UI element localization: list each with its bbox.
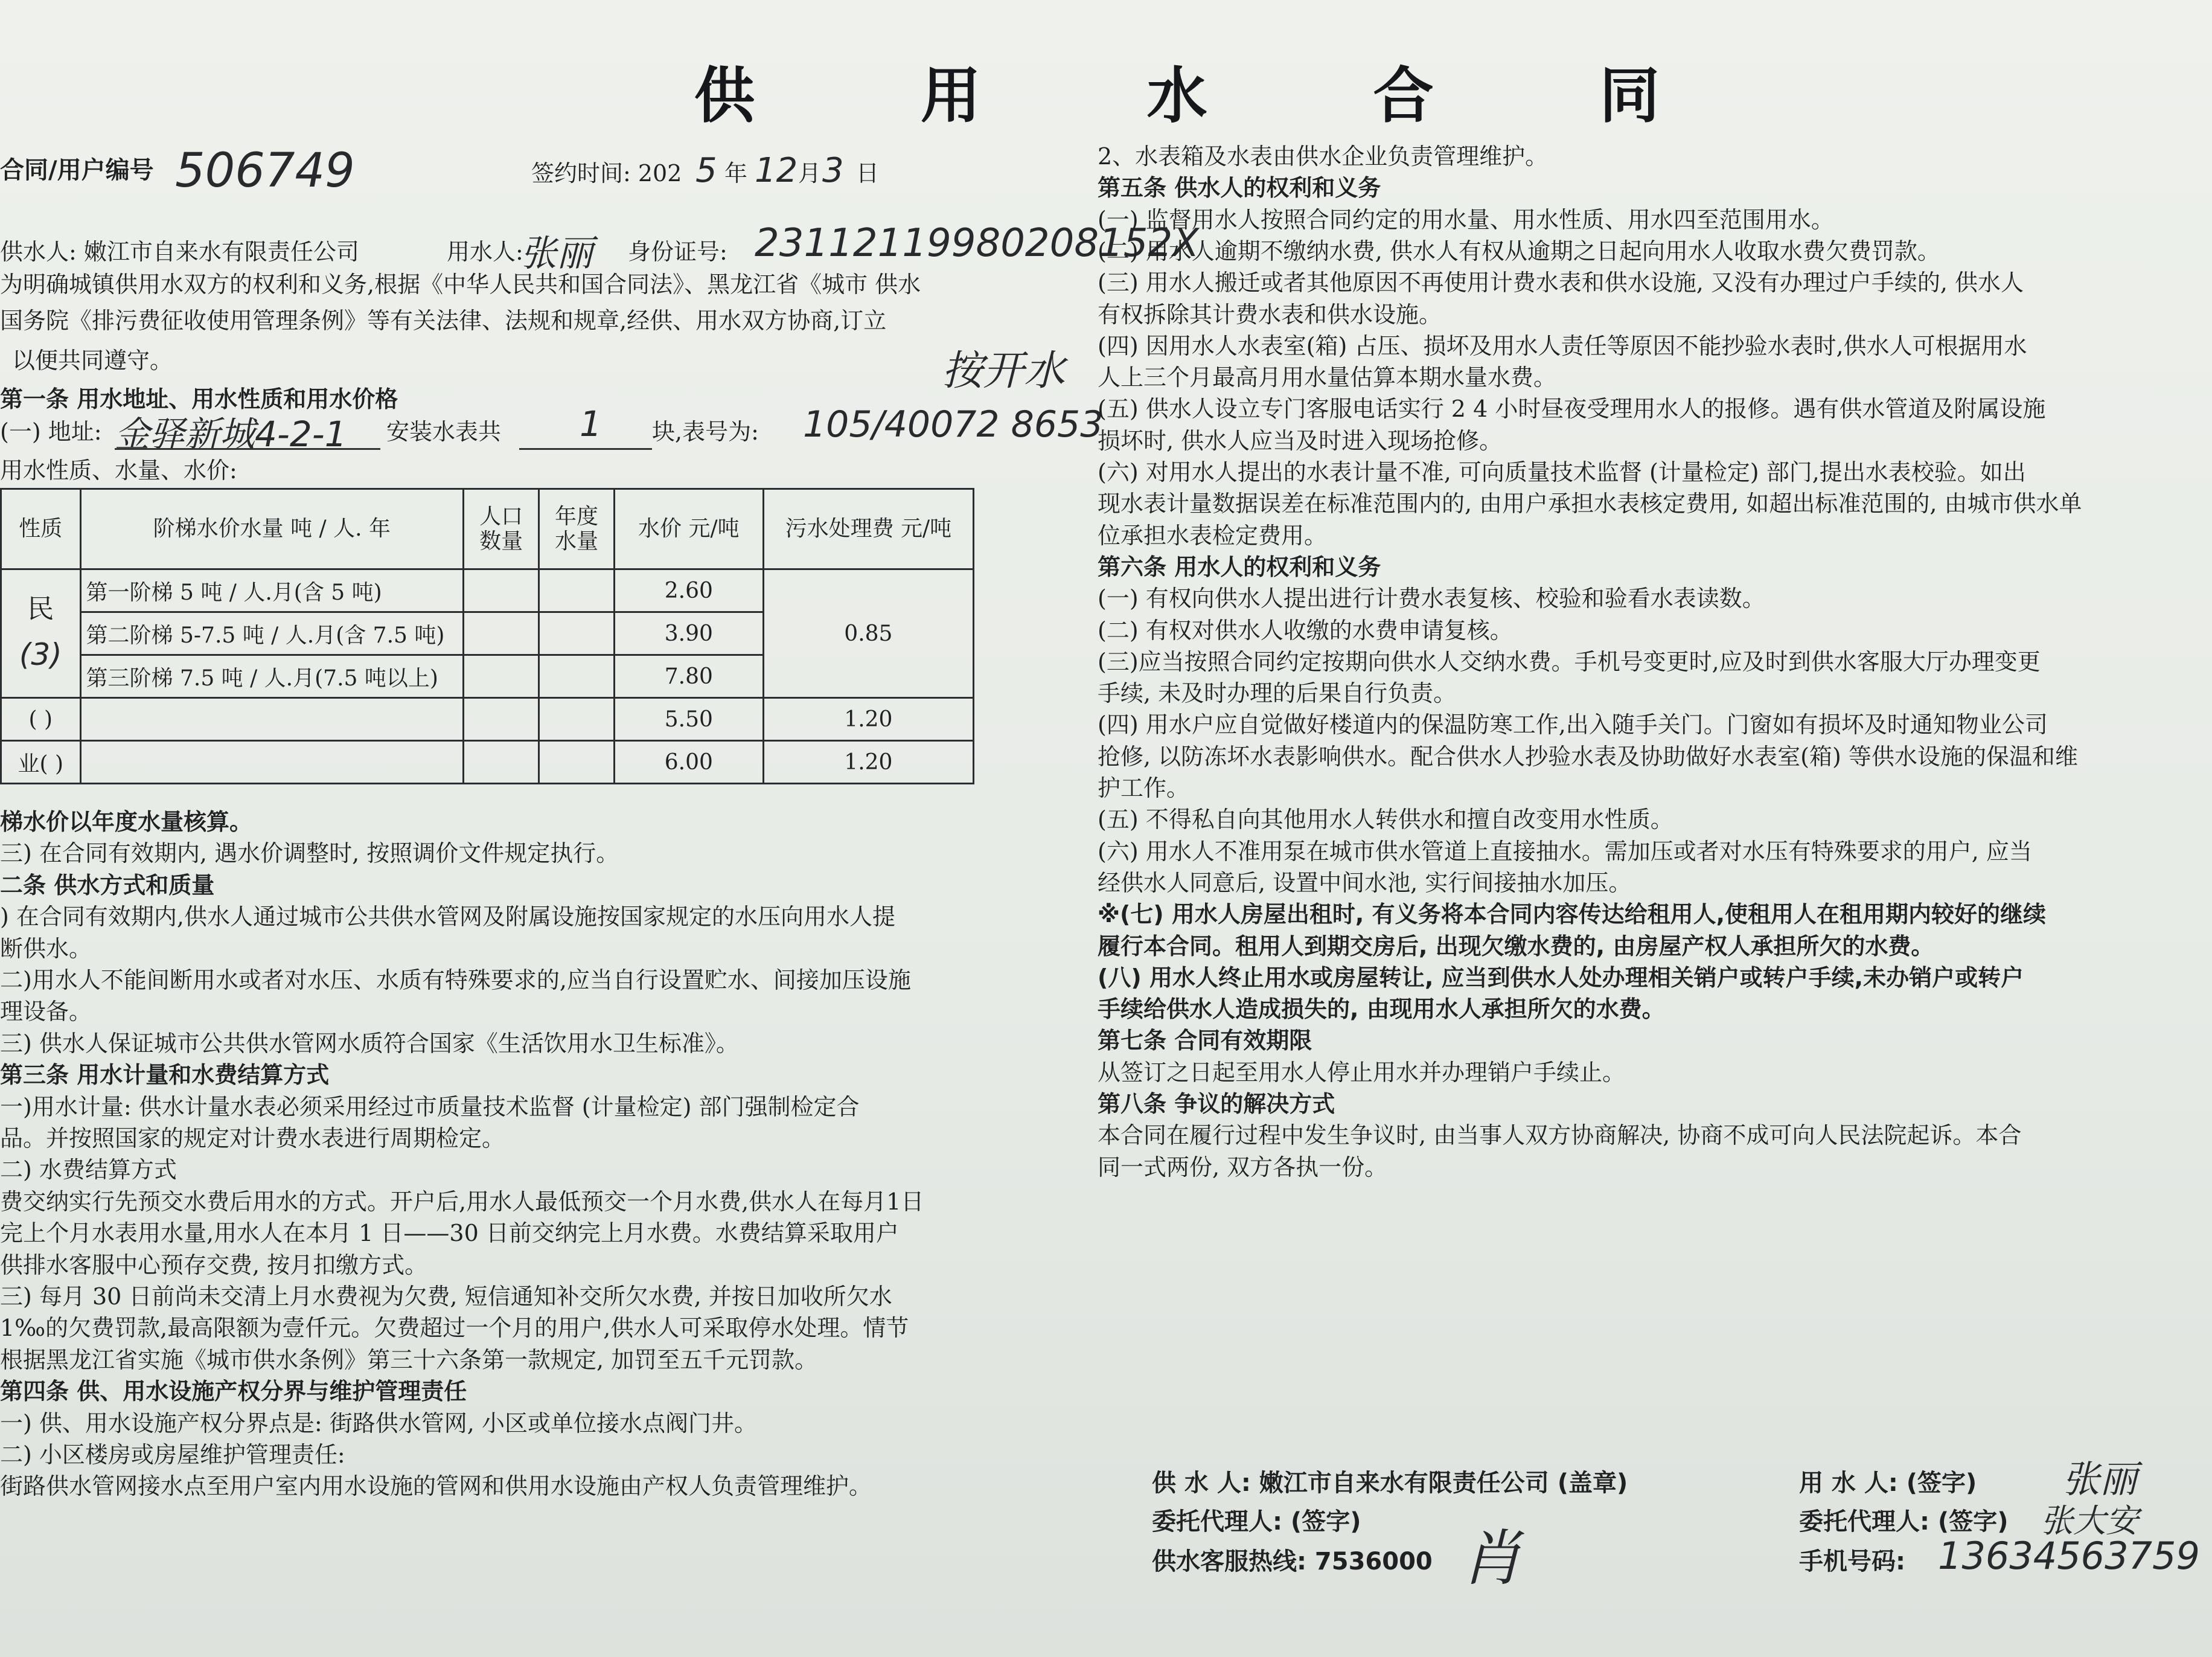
right-text-line: 手续给供水人造成损失的, 由现用水人承担所欠的水费。	[1098, 996, 1665, 1023]
table-cell-price: 5.50	[614, 698, 763, 741]
meter-count: 1	[580, 403, 602, 444]
left-text-line: 三) 在合同有效期内, 遇水价调整时, 按照调价文件规定执行。	[0, 840, 619, 867]
table-cell-sewage: 1.20	[763, 698, 973, 741]
table-cell-sewage: 0.85	[763, 569, 973, 698]
right-text-line: 经供水人同意后, 设置中间水池, 实行间接抽水加压。	[1098, 869, 1632, 896]
right-text-line: 本合同在履行过程中发生争议时, 由当事人双方协商解决, 协商不成可向人民法院起诉。本合	[1098, 1122, 2022, 1149]
left-text-line: 第三条 用水计量和水费结算方式	[0, 1062, 330, 1089]
right-text-line: (四) 用水户应自觉做好楼道内的保温防寒工作,出入随手关门。门窗如有损坏及时通知物业公司	[1098, 711, 2048, 739]
sig-user-agent: 张大安	[2041, 1502, 2138, 1540]
left-text-line: 完上个月水表用水量,用水人在本月 1 日——30 日前交纳完上月水费。水费结算采取用户	[0, 1220, 899, 1247]
right-text-line: 有权拆除其计费水表和供水设施。	[1098, 301, 1442, 328]
right-text-line: 第六条 用水人的权利和义务	[1098, 553, 1381, 580]
left-text-line: ) 在合同有效期内,供水人通过城市公共供水管网及附属设施按国家规定的水压向用水人提	[0, 903, 895, 931]
table-cell-type: 业( )	[1, 741, 81, 784]
table-cell-tier: 第一阶梯 5 吨 / 人.月(含 5 吨)	[80, 569, 464, 612]
table-header: 污水处理费 元/吨	[763, 489, 973, 569]
sign-month: 12	[755, 151, 798, 190]
right-text-line: 同一式两份, 双方各执一份。	[1098, 1153, 1388, 1181]
left-text-line: 第四条 供、用水设施产权分界与维护管理责任	[0, 1378, 467, 1405]
table-cell-price: 7.80	[614, 655, 763, 698]
left-text-line: 根据黑龙江省实施《城市供水条例》第三十六条第一款规定, 加罚至五千元罚款。	[0, 1346, 818, 1373]
handwritten-note: 按开水	[942, 347, 1066, 395]
sign-day: 3	[822, 151, 844, 190]
left-text-line: 品。并按照国家的规定对计费水表进行周期检定。	[0, 1125, 505, 1152]
right-text-line: 抢修, 以防冻坏水表影响供水。配合供水人抄验水表及协助做好水表室(箱) 等供水设施的保温和维	[1098, 743, 2078, 770]
left-text-line: 二) 水费结算方式	[0, 1156, 177, 1184]
right-text-line: 第八条 争议的解决方式	[1098, 1091, 1335, 1117]
left-text-line: 街路供水管网接水点至用户室内用水设施的管网和供用水设施由产权人负责管理维护。	[0, 1473, 872, 1500]
left-text-line: 1‰的欠费罚款,最高限额为壹仟元。欠费超过一个月的用户,供水人可采取停水处理。情节	[0, 1315, 909, 1342]
id-value: 23112119980208152X	[755, 221, 1200, 266]
left-text-line: 断供水。	[0, 935, 92, 962]
meter-no: 105/40072 8653	[803, 403, 1104, 446]
table-cell-tier: 第二阶梯 5-7.5 吨 / 人.月(含 7.5 吨)	[80, 612, 464, 655]
table-header: 人口数量	[464, 489, 539, 569]
right-text-line: (二) 用水人逾期不缴纳水费, 供水人有权从逾期之日起向用水人收取水费欠费罚款。	[1098, 237, 1940, 264]
left-text-line: 一)用水计量: 供水计量水表必须采用经过市质量技术监督 (计量检定) 部门强制检定合	[0, 1093, 860, 1120]
table-cell-type: ( )	[1, 698, 81, 741]
sig-user-agent-label: 委托代理人: (签字)	[1799, 1508, 2009, 1536]
right-column	[1087, 0, 2212, 1657]
left-text-line: 二)用水人不能间断用水或者对水压、水质有特殊要求的,应当自行设置贮水、间接加压设施	[0, 967, 911, 993]
right-text-line: (四) 因用水人水表室(箱) 占压、损坏及用水人责任等原因不能抄验水表时,供水人可根据用水	[1098, 332, 2027, 359]
left-text-line: 理设备。	[0, 998, 92, 1025]
sign-year-unit: 年	[724, 160, 748, 187]
right-text-line: 护工作。	[1098, 775, 1190, 801]
sig-agent-label: 委托代理人: (签字)	[1152, 1508, 1361, 1536]
left-text-line: 二条 供水方式和质量	[0, 871, 215, 899]
sign-month-unit: 月	[798, 160, 822, 187]
right-text-line: (六) 用水人不准用泵在城市供水管道上直接抽水。需加压或者对水压有特殊要求的用户, 应当	[1098, 838, 2032, 865]
address-value: 金驿新城4-2-1	[115, 414, 347, 455]
left-text-line: 三) 供水人保证城市公共供水管网水质符合国家《生活饮用水卫生标准》。	[0, 1030, 739, 1057]
user-label: 用水人:	[447, 239, 523, 265]
left-column	[0, 0, 1087, 1657]
right-text-line: 履行本合同。租用人到期交房后, 出现欠缴水费的, 由房屋产权人承担所欠的水费。	[1098, 932, 1934, 960]
left-text-line: 二) 小区楼房或房屋维护管理责任:	[0, 1441, 345, 1468]
left-text-line: 三) 每月 30 日前尚未交清上月水费视为欠费, 短信通知补交所欠水费, 并按日加收所欠水	[0, 1283, 892, 1310]
right-text-line: 2、水表箱及水表由供水企业负责管理维护。	[1098, 143, 1549, 170]
left-text-line: 供排水客服中心预存交费, 按月扣缴方式。	[0, 1251, 428, 1278]
right-text-line: 手续, 未及时办理的后果自行负责。	[1098, 680, 1457, 707]
sign-day-unit: 日	[856, 160, 880, 187]
right-text-line: (八) 用水人终止用水或房屋转让, 应当到供水人处办理相关销户或转户手续,未办销户或转户	[1098, 964, 2024, 991]
contract-no-value: 506749	[175, 144, 355, 198]
meter-unit: 块,表号为:	[652, 418, 759, 445]
right-text-line: 从签订之日起至用水人停止用水并办理销户手续止。	[1098, 1059, 1626, 1086]
meter-label: 安装水表共	[386, 418, 502, 445]
sig-phone: 13634563759	[1938, 1534, 2200, 1578]
intro-line-3: 以便共同遵守。	[12, 347, 173, 374]
sig-supplier-agent: 肖	[1461, 1523, 1521, 1594]
right-text-line: ※(七) 用水人房屋出租时, 有义务将本合同内容传达给租用人,使租用人在租用期内较好的继续	[1098, 901, 2047, 928]
intro-line-1: 为明确城镇供用水双方的权利和义务,根据《中华人民共和国合同法》、黑龙江省《城市 供水	[0, 271, 921, 298]
table-cell-price: 3.90	[614, 612, 763, 655]
sign-time-label: 签约时间: 202	[531, 160, 682, 187]
user-name: 张丽	[520, 232, 593, 275]
left-text-line: 一) 供、用水设施产权分界点是: 街路供水管网, 小区或单位接水点阀门井。	[0, 1409, 757, 1437]
property-label: 用水性质、水量、水价:	[0, 457, 237, 484]
table-header: 阶梯水价水量 吨 / 人. 年	[80, 489, 464, 569]
article1-heading: 第一条 用水地址、用水性质和用水价格	[0, 386, 398, 412]
address-label: (一) 地址:	[0, 418, 102, 445]
table-cell-price: 6.00	[614, 741, 763, 784]
sig-user-label: 用 水 人: (签字)	[1799, 1469, 1977, 1497]
left-text-line: 梯水价以年度水量核算。	[0, 809, 253, 835]
type-residential: 民	[27, 593, 54, 624]
id-label: 身份证号:	[628, 239, 727, 265]
right-text-line: 损坏时, 供水人应当及时进入现场抢修。	[1098, 427, 1503, 454]
right-text-line: (一) 监督用水人按照合同约定的用水量、用水性质、用水四至范围用水。	[1098, 206, 1834, 233]
right-text-line: (五) 供水人设立专门客服电话实行 2 4 小时昼夜受理用水人的报修。遇有供水管道及附属设施	[1098, 396, 2046, 423]
right-text-line: (二) 有权对供水人收缴的水费申请复核。	[1098, 617, 1513, 644]
intro-line-2: 国务院《排污费征收使用管理条例》等有关法律、法规和规章,经供、用水双方协商,订立	[0, 307, 887, 334]
left-text-line: 费交纳实行先预交水费后用水的方式。开户后,用水人最低预交一个月水费,供水人在每月1日	[0, 1188, 924, 1215]
right-text-line: (三) 用水人搬迁或者其他原因不再使用计费水表和供水设施, 又没有办理过户手续的, 供水人	[1098, 269, 2024, 296]
right-text-line: 人上三个月最高月用水量估算本期水量水费。	[1098, 364, 1557, 391]
right-text-line: 位承担水表检定费用。	[1098, 522, 1328, 549]
table-header: 年度水量	[539, 489, 615, 569]
table-header: 水价 元/吨	[614, 489, 763, 569]
sign-year: 5	[695, 151, 717, 190]
sig-phone-label: 手机号码:	[1799, 1548, 1905, 1575]
type-residential-count: (3)	[19, 637, 62, 673]
right-text-line: 第七条 合同有效期限	[1098, 1027, 1312, 1054]
supplier-label: 供水人: 嫩江市自来水有限责任公司	[0, 239, 359, 265]
table-cell-price: 2.60	[614, 569, 763, 612]
right-text-line: 第五条 供水人的权利和义务	[1098, 175, 1381, 202]
sig-supplier-label: 供 水 人: 嫩江市自来水有限责任公司 (盖章)	[1152, 1469, 1628, 1497]
right-text-line: (六) 对用水人提出的水表计量不准, 可向质量技术监督 (计量检定) 部门,提出水表校验。如出	[1098, 459, 2026, 486]
right-text-line: 现水表计量数据误差在标准范围内的, 由用户承担水表核定费用, 如超出标准范围的, 由城市供水单	[1098, 490, 2082, 518]
table-header: 性质	[1, 489, 81, 569]
right-text-line: (一) 有权向供水人提出进行计费水表复核、校验和验看水表读数。	[1098, 585, 1765, 612]
table-cell-tier: 第三阶梯 7.5 吨 / 人.月(7.5 吨以上)	[80, 655, 464, 698]
sig-user: 张丽	[2062, 1457, 2138, 1501]
page-title: 供 用 水 合 同	[694, 60, 1733, 131]
right-text-line: (三)应当按照合同约定按期向供水人交纳水费。手机号变更时,应及时到供水客服大厅办理变更	[1098, 648, 2041, 675]
sig-hotline-label: 供水客服热线: 7536000	[1152, 1548, 1433, 1575]
right-text-line: (五) 不得私自向其他用水人转供水和擅自改变用水性质。	[1098, 806, 1673, 833]
table-cell-sewage: 1.20	[763, 741, 973, 784]
contract-no-label: 合同/用户编号	[0, 156, 154, 184]
